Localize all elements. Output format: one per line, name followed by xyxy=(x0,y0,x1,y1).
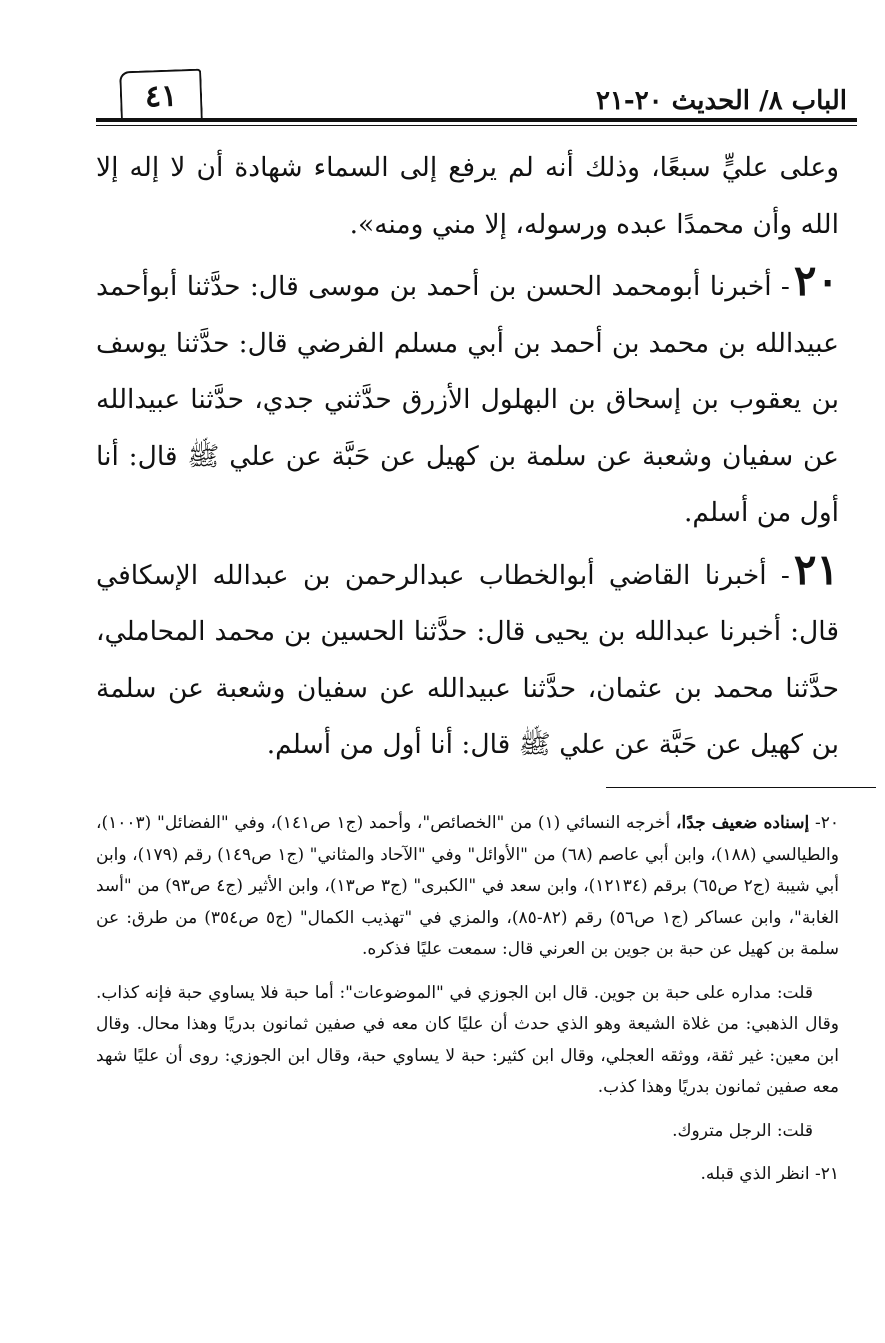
hadith-21 xyxy=(96,542,839,774)
footnote-label: ٢٠- xyxy=(815,813,840,833)
footnote-text: أخرجه النسائي (١) من "الخصائص"، وأحمد (ج١ ص١٤١)، وفي "الفضائل" (١٠٠٣)، والطيالسي (١٨٨)، وابن أبي عاصم (٦٨) من "الأوائل" وفي "الآحاد والمثاني" (ج١ ص١٤٩) رقم (١٧٩)، وابن أبي شيبة (ج٢ ص٦٥) برقم (١٢١٣٤)، وابن سعد في "الكبرى" (ج٣ ص١٣)، وابن الأثير (ج٤ ص٩٣) من "أسد الغابة"، وابن عساكر (ج١ ص٥٦) رقم (٨٢-٨٥)، والمزي في "تهذيب الكمال" (ج٥ ص٣٥٤) من طرق: عن سلمة بن كهيل عن حبة بن جوين بن العرني قال: سمعت عليًا فذكره. xyxy=(96,813,840,959)
main-text xyxy=(96,140,839,774)
footnotes xyxy=(96,808,839,1191)
header-rule-thin xyxy=(96,125,857,126)
footnote-21: ٢١- انظر الذي قبله. xyxy=(700,1164,839,1184)
hadith-20 xyxy=(96,253,839,542)
chapter-title: الباب ٨/ الحديث ٢٠-٢١ xyxy=(595,86,847,116)
grading: إسناده ضعيف جدًا، xyxy=(676,813,810,833)
header-rule xyxy=(96,118,857,122)
hadith-text: - أخبرنا القاضي أبوالخطاب عبدالرحمن بن عبدالله الإسكافي قال: أخبرنا عبدالله بن يحيى قال: حدَّثنا الحسين بن محمد المحاملي، حدَّثنا محمد بن عثمان، حدَّثنا عبيدالله عن سفيان وشعبة عن سلمة بن كهيل عن حَبَّة عن علي ﷺ قال: أنا أول من أسلم. xyxy=(96,559,839,760)
hadith-number: ٢٠ xyxy=(793,256,839,305)
page-number: ٤١ xyxy=(119,69,203,122)
footnote-divider xyxy=(606,787,876,788)
commentary-note: قلت: مداره على حبة بن جوين. قال ابن الجوزي في "الموضوعات": أما حبة فلا يساوي حبة فإنه كذاب. وقال الذهبي: من غلاة الشيعة وهو الذي حدث أن عليًا كان معه في صفين ثمانون بدريًا وهذا محال. وقال ابن معين: غير ثقة، ووثقه العجلي، وقال ابن كثير: حبة لا يساوي حبة، وقال ابن الجوزي: روى أن عليًا شهد معه صفين ثمانون بدريًا وهذا كذب. xyxy=(96,982,839,1097)
hadith-text: - أخبرنا أبومحمد الحسن بن أحمد بن موسى قال: حدَّثنا أبوأحمد عبيدالله بن محمد بن أحمد بن أبي مسلم الفرضي قال: حدَّثنا يوسف بن يعقوب بن إسحاق بن البهلول الأزرق حدَّثني جدي، حدَّثنا عبيدالله عن سفيان وشعبة عن سلمة بن كهيل عن حَبَّة عن علي ﷺ قال: أنا أول من أسلم. xyxy=(96,271,839,528)
running-header xyxy=(96,66,857,128)
commentary-verdict: قلت: الرجل متروك. xyxy=(672,1120,813,1141)
continuation-paragraph: وعلى عليٍّ سبعًا، وذلك أنه لم يرفع إلى السماء شهادة أن لا إله إلا الله وأن محمدًا عبده ورسوله، إلا مني ومنه». xyxy=(96,152,839,240)
hadith-number: ٢١ xyxy=(793,544,839,594)
footnote-20 xyxy=(96,808,839,966)
